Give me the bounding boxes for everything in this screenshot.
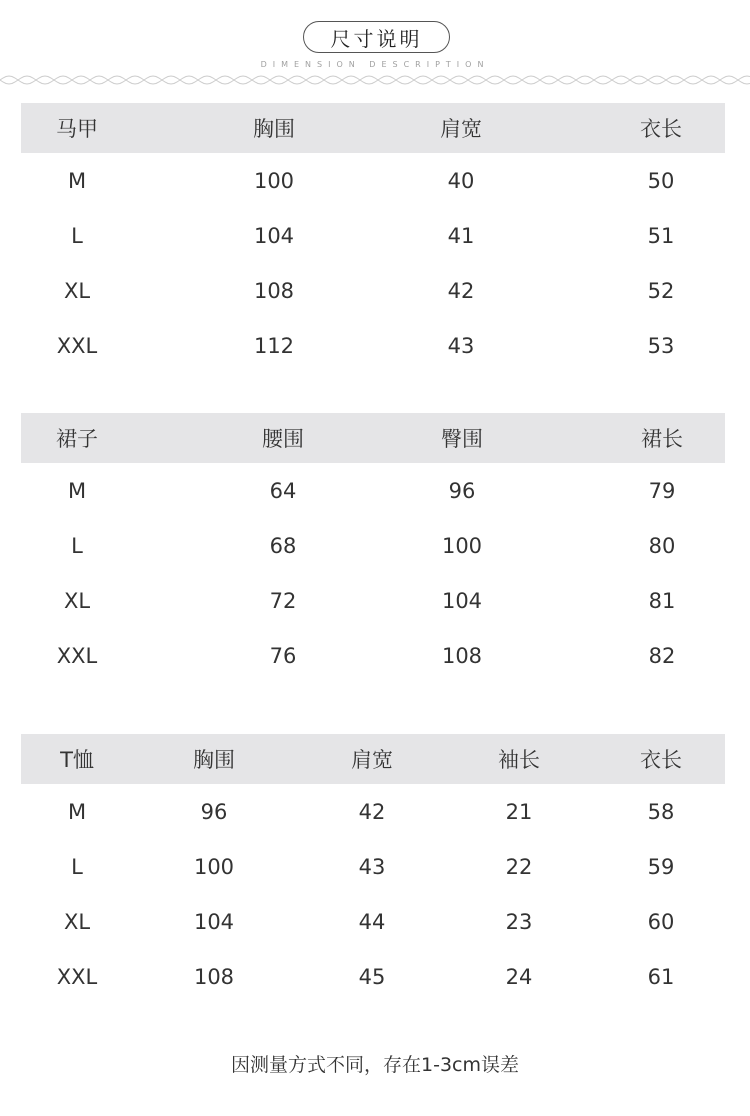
table-cell: 43 (358, 854, 386, 879)
column-header: 胸围 (253, 117, 295, 141)
column-header: 马甲 (56, 117, 98, 141)
table-cell: 108 (441, 643, 483, 668)
page-title: 尺寸说明 (303, 21, 450, 53)
skirt-size-table (21, 413, 725, 683)
table-cell: 52 (647, 278, 675, 303)
table-cell: 44 (358, 909, 386, 934)
table-cell: 96 (448, 478, 476, 503)
table-row (21, 263, 725, 318)
table-cell: 104 (253, 223, 295, 248)
table-cell: XXL (56, 333, 98, 358)
table-cell: 108 (193, 964, 235, 989)
table-cell: 40 (447, 168, 475, 193)
table-row (21, 573, 725, 628)
column-header: 腰围 (262, 427, 304, 451)
table-cell: 58 (647, 799, 675, 824)
table-row (21, 318, 725, 373)
column-header: 衣长 (640, 748, 682, 772)
table-cell: 53 (647, 333, 675, 358)
column-header: 裙子 (56, 427, 98, 451)
table-cell: 81 (648, 588, 676, 613)
table-cell: 64 (269, 478, 297, 503)
table-cell: M (67, 478, 87, 503)
table-cell: XXL (56, 964, 98, 989)
table-row (21, 153, 725, 208)
table-header-row (21, 103, 725, 153)
table-cell: 68 (269, 533, 297, 558)
table-cell: 59 (647, 854, 675, 879)
table-cell: 104 (193, 909, 235, 934)
table-row (21, 839, 725, 894)
table-cell: 41 (447, 223, 475, 248)
table-header-row (21, 413, 725, 463)
table-cell: 42 (447, 278, 475, 303)
table-row (21, 518, 725, 573)
table-cell: 42 (358, 799, 386, 824)
table-cell: XL (63, 909, 91, 934)
table-cell: M (67, 799, 87, 824)
table-row (21, 894, 725, 949)
table-row (21, 628, 725, 683)
column-header: 衣长 (640, 117, 682, 141)
table-cell: L (71, 533, 83, 558)
column-header: 袖长 (498, 748, 540, 772)
table-cell: 21 (505, 799, 533, 824)
table-cell: 61 (647, 964, 675, 989)
table-cell: M (67, 168, 87, 193)
table-cell: 24 (505, 964, 533, 989)
vest-size-table (21, 103, 725, 373)
table-cell: 23 (505, 909, 533, 934)
table-cell: 22 (505, 854, 533, 879)
table-cell: XL (63, 278, 91, 303)
table-cell: XXL (56, 643, 98, 668)
table-header-row (21, 734, 725, 784)
table-cell: 51 (647, 223, 675, 248)
table-cell: L (71, 854, 83, 879)
table-cell: 76 (269, 643, 297, 668)
wave-divider (0, 72, 750, 88)
table-cell: 112 (253, 333, 295, 358)
measurement-note: 因测量方式不同，存在1-3cm误差 (231, 1054, 519, 1076)
table-cell: 43 (447, 333, 475, 358)
table-cell: 108 (253, 278, 295, 303)
column-header: 裙长 (641, 427, 683, 451)
column-header: 臀围 (441, 427, 483, 451)
table-cell: 79 (648, 478, 676, 503)
table-row (21, 208, 725, 263)
table-cell: 80 (648, 533, 676, 558)
column-header: 胸围 (193, 748, 235, 772)
page-subtitle: DIMENSION DESCRIPTION (260, 60, 490, 69)
table-cell: L (71, 223, 83, 248)
column-header: 肩宽 (440, 117, 482, 141)
table-cell: 100 (441, 533, 483, 558)
table-cell: 72 (269, 588, 297, 613)
tshirt-size-table (21, 734, 725, 1004)
column-header: T恤 (60, 748, 94, 772)
table-cell: 50 (647, 168, 675, 193)
table-cell: 100 (193, 854, 235, 879)
table-cell: 60 (647, 909, 675, 934)
table-cell: 82 (648, 643, 676, 668)
table-row (21, 949, 725, 1004)
table-cell: 45 (358, 964, 386, 989)
table-row (21, 463, 725, 518)
table-cell: 100 (253, 168, 295, 193)
table-cell: XL (63, 588, 91, 613)
table-row (21, 784, 725, 839)
table-cell: 104 (441, 588, 483, 613)
table-cell: 96 (200, 799, 228, 824)
column-header: 肩宽 (351, 748, 393, 772)
